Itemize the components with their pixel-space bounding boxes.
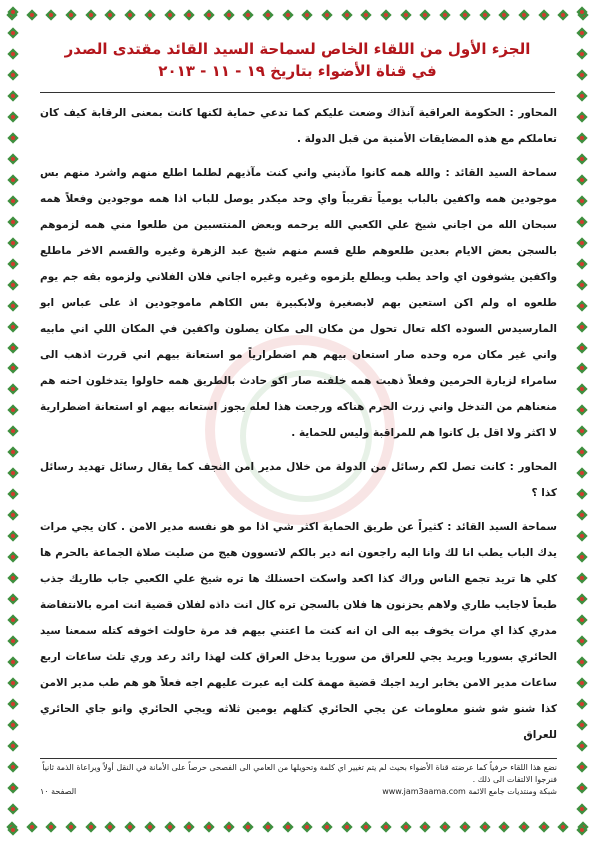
ornament-icon bbox=[576, 677, 588, 689]
ornament-icon bbox=[124, 821, 136, 833]
ornament-icon bbox=[164, 9, 176, 21]
ornament-icon bbox=[380, 9, 392, 21]
ornament-icon bbox=[576, 27, 588, 39]
ornament-icon bbox=[144, 9, 156, 21]
ornament-icon bbox=[479, 9, 491, 21]
ornament-icon bbox=[7, 383, 19, 395]
ornament-icon bbox=[576, 404, 588, 416]
ornament-icon bbox=[7, 279, 19, 291]
ornament-icon bbox=[7, 132, 19, 144]
ornament-icon bbox=[419, 821, 431, 833]
ornament-icon bbox=[7, 530, 19, 542]
ornament-icon bbox=[576, 551, 588, 563]
ornament-icon bbox=[576, 153, 588, 165]
title-line-1: الجزء الأول من اللقاء الخاص لسماحة السيد القائد مقتدى الصدر bbox=[64, 40, 531, 58]
ornament-icon bbox=[498, 821, 510, 833]
ornament-icon bbox=[400, 821, 412, 833]
ornament-icon bbox=[45, 9, 57, 21]
ornament-icon bbox=[576, 6, 588, 18]
ornament-icon bbox=[301, 821, 313, 833]
ornament-icon bbox=[576, 530, 588, 542]
ornament-icon bbox=[7, 153, 19, 165]
paragraph-answer-1: سماحة السيد القائد : والله همه كانوا مآذيني واني كنت مآذيهم لطلما اطلع منهم واشرد منهم بس موجودين همه واكفين بالباب يومياً تقريباً واي وحد ميكدر يوصل للباب اذا همه موجودين وفعلاً همه سبحان الله من اجاني شيخ علي الكعبي الله يرحمه وبعض المنتسبين من طلعوا مني همه لزموهم بالسجن بعض الايام بعدين طلعوهم طلع قسم منهم شيخ عبد الزهرة وغيره والقسم الاخر ماطلع واكفين يشوفون اي واحد يطب ويطلع يلزموه وغيره وغيره اجاني فلان الفلاني ولزموه بقه جم يوم طلعوه اه ولم اكن استعين بهم لابصغيرة ولابكبيرة بس الكاهم ماموجودين اذ على عباس ابو المارسيدس السوده اكله تعال تحول من مكان الى مكان يصلون واكفين في المكان اللي اني مابيه واني غير مكان مره وحده صار استعان بيهم هم اضطرارياً مو استعانة بيهم اني قررت اذهب الى سامراء لزيارة الحرمين وفعلاً ذهبت همه خلفنه صار اكو حادث بالطريق همه حاولوا يتدخلون احنه هم منعناهم من التدخل واني زرت الحرم هناكه ورجعت هذا لعله يجوز استعانه بيهم او استعانة اضطرارية لا اكثر ولا اقل بل كانوا هم للمراقبة وليس للحماية . bbox=[40, 167, 557, 439]
ornament-icon bbox=[7, 90, 19, 102]
ornament-icon bbox=[576, 237, 588, 249]
ornament-icon bbox=[7, 258, 19, 270]
ornament-icon bbox=[518, 821, 530, 833]
ornament-icon bbox=[7, 635, 19, 647]
ornament-icon bbox=[262, 9, 274, 21]
right-ornament-border bbox=[573, 0, 591, 842]
ornament-icon bbox=[576, 824, 588, 836]
ornament-icon bbox=[7, 677, 19, 689]
ornament-icon bbox=[576, 111, 588, 123]
ornament-icon bbox=[7, 824, 19, 836]
footer-bottom-row bbox=[40, 786, 557, 798]
ornament-icon bbox=[576, 761, 588, 773]
ornament-icon bbox=[7, 467, 19, 479]
footer-note: نضع هذا اللقاء حرفياً كما عرضته قناة الأضواء بحيث لم يتم تغيير اي كلمة وتحويلها من العامي الى الفصحى حرصاً على الأمانة في النقل أولاً ويراعاة الذمة ثانياً فنرجوا الالتفات الى ذلك . bbox=[42, 763, 557, 784]
ornament-icon bbox=[7, 446, 19, 458]
ornament-icon bbox=[282, 9, 294, 21]
ornament-icon bbox=[576, 803, 588, 815]
ornament-icon bbox=[104, 9, 116, 21]
ornament-icon bbox=[7, 488, 19, 500]
ornament-icon bbox=[7, 782, 19, 794]
ornament-icon bbox=[360, 821, 372, 833]
ornament-icon bbox=[576, 425, 588, 437]
ornament-icon bbox=[439, 9, 451, 21]
ornament-icon bbox=[479, 821, 491, 833]
ornament-icon bbox=[65, 9, 77, 21]
ornament-icon bbox=[576, 509, 588, 521]
ornament-icon bbox=[341, 821, 353, 833]
ornament-icon bbox=[7, 300, 19, 312]
ornament-icon bbox=[576, 698, 588, 710]
ornament-icon bbox=[7, 425, 19, 437]
ornament-icon bbox=[7, 572, 19, 584]
ornament-icon bbox=[7, 719, 19, 731]
ornament-icon bbox=[459, 9, 471, 21]
ornament-icon bbox=[26, 9, 38, 21]
ornament-icon bbox=[576, 174, 588, 186]
ornament-icon bbox=[557, 9, 569, 21]
ornament-icon bbox=[360, 9, 372, 21]
ornament-icon bbox=[223, 821, 235, 833]
ornament-icon bbox=[7, 614, 19, 626]
ornament-icon bbox=[183, 9, 195, 21]
ornament-icon bbox=[7, 321, 19, 333]
ornament-icon bbox=[576, 488, 588, 500]
ornament-icon bbox=[576, 321, 588, 333]
title-divider bbox=[40, 92, 555, 93]
ornament-icon bbox=[301, 9, 313, 21]
ornament-icon bbox=[321, 821, 333, 833]
ornament-icon bbox=[203, 9, 215, 21]
ornament-icon bbox=[242, 9, 254, 21]
ornament-icon bbox=[459, 821, 471, 833]
ornament-icon bbox=[576, 90, 588, 102]
ornament-icon bbox=[576, 467, 588, 479]
ornament-icon bbox=[144, 821, 156, 833]
ornament-icon bbox=[321, 9, 333, 21]
ornament-icon bbox=[576, 740, 588, 752]
ornament-icon bbox=[7, 237, 19, 249]
ornament-icon bbox=[439, 821, 451, 833]
footer bbox=[40, 762, 557, 798]
ornament-icon bbox=[576, 572, 588, 584]
ornament-icon bbox=[576, 300, 588, 312]
ornament-icon bbox=[164, 821, 176, 833]
ornament-icon bbox=[7, 174, 19, 186]
ornament-icon bbox=[124, 9, 136, 21]
ornament-icon bbox=[7, 656, 19, 668]
ornament-icon bbox=[65, 821, 77, 833]
ornament-icon bbox=[576, 719, 588, 731]
ornament-icon bbox=[576, 195, 588, 207]
ornament-icon bbox=[419, 9, 431, 21]
ornament-icon bbox=[380, 821, 392, 833]
ornament-icon bbox=[341, 9, 353, 21]
ornament-icon bbox=[7, 69, 19, 81]
paragraph-question-2: المحاور : كانت تصل لكم رسائل من الدولة من خلال مدير امن النجف كما يقال رسائل تهديد رسائل كذا ؟ bbox=[40, 461, 557, 499]
ornament-icon bbox=[7, 509, 19, 521]
ornament-icon bbox=[7, 698, 19, 710]
ornament-icon bbox=[7, 803, 19, 815]
ornament-icon bbox=[538, 821, 550, 833]
ornament-icon bbox=[7, 593, 19, 605]
left-ornament-border bbox=[4, 0, 22, 842]
ornament-icon bbox=[576, 216, 588, 228]
footer-site-link[interactable]: شبكة ومنتديات جامع الائمة www.jam3aama.com bbox=[382, 787, 557, 796]
ornament-icon bbox=[85, 9, 97, 21]
document-body bbox=[40, 100, 557, 756]
footer-divider bbox=[40, 758, 557, 759]
ornament-icon bbox=[576, 614, 588, 626]
ornament-icon bbox=[262, 821, 274, 833]
ornament-icon bbox=[7, 195, 19, 207]
ornament-icon bbox=[7, 404, 19, 416]
ornament-icon bbox=[576, 593, 588, 605]
ornament-icon bbox=[7, 740, 19, 752]
ornament-icon bbox=[183, 821, 195, 833]
ornament-icon bbox=[576, 656, 588, 668]
ornament-icon bbox=[26, 821, 38, 833]
ornament-icon bbox=[223, 9, 235, 21]
page-number: الصفحة ١٠ bbox=[40, 787, 77, 796]
ornament-icon bbox=[576, 383, 588, 395]
ornament-icon bbox=[557, 821, 569, 833]
top-ornament-border bbox=[0, 6, 595, 24]
ornament-icon bbox=[576, 279, 588, 291]
paragraph-question-1: المحاور : الحكومة العراقية آنذاك وضعت عليكم كما تدعي حماية لكنها كانت بمعنى الرقابة كيف كان تعاملكم مع هذه المضايقات الأمنية من قبل الدولة . bbox=[40, 107, 557, 145]
ornament-icon bbox=[7, 216, 19, 228]
ornament-icon bbox=[282, 821, 294, 833]
bottom-ornament-border bbox=[0, 818, 595, 836]
ornament-icon bbox=[7, 48, 19, 60]
ornament-icon bbox=[7, 362, 19, 374]
ornament-icon bbox=[7, 6, 19, 18]
ornament-icon bbox=[7, 761, 19, 773]
ornament-icon bbox=[576, 342, 588, 354]
ornament-icon bbox=[576, 782, 588, 794]
paragraph-answer-2: سماحة السيد القائد : كثيراً عن طريق الحماية اكثر شي اذا مو هو نفسه مدير الامن . كان يجي مرات يدك الباب يطب انا لك وانا اليه راجعون انه دير بالكم لاتسوون هيج من صليت صلاة الجماعة بالحرم ها كلي ها تريد تجمع الناس وراك كذا اكعد واسكت احسنلك ها تره شيخ علي الكعبي جاب طاريك جذب طبعاً لاجايب طاري ولاهم يحزنون ها فلان بالسجن تره كال انت داذه لفلان قضية انت امره بالانتفاضة مدري كذا اي مرات يخوف بيه الى ان انه كنت ما اعتني بيهم فد مرة حاولت اخوفه كتله سمعنا سيد الحائري بسوريا ويريد يجي للعراق من سوريا يدخل العراق كلت لهذا رائد رعد وري تلث ساعات اربع ساعات مدير الامن يخابر اريد اجيك قضية مهمة كلت ايه عبرت عليهم اجه فعلاً هو هم طب مدير الامن كذا شنو شو شنو معلومات عن يجي الحائري كتلهم يومين ثلاثه ويجي الحائري وانو جاي الحائري للعراق bbox=[40, 521, 557, 741]
ornament-icon bbox=[576, 258, 588, 270]
ornament-icon bbox=[576, 362, 588, 374]
ornament-icon bbox=[203, 821, 215, 833]
ornament-icon bbox=[576, 635, 588, 647]
ornament-icon bbox=[7, 111, 19, 123]
ornament-icon bbox=[242, 821, 254, 833]
ornament-icon bbox=[498, 9, 510, 21]
ornament-icon bbox=[85, 821, 97, 833]
ornament-icon bbox=[45, 821, 57, 833]
ornament-icon bbox=[7, 342, 19, 354]
ornament-icon bbox=[576, 69, 588, 81]
ornament-icon bbox=[104, 821, 116, 833]
ornament-icon bbox=[400, 9, 412, 21]
ornament-icon bbox=[538, 9, 550, 21]
page-title bbox=[40, 38, 555, 82]
ornament-icon bbox=[518, 9, 530, 21]
title-line-2: في قناة الأضواء بتاريخ ١٩ - ١١ - ٢٠١٣ bbox=[158, 62, 437, 80]
ornament-icon bbox=[7, 27, 19, 39]
ornament-icon bbox=[576, 48, 588, 60]
ornament-icon bbox=[7, 551, 19, 563]
ornament-icon bbox=[576, 446, 588, 458]
ornament-icon bbox=[576, 132, 588, 144]
